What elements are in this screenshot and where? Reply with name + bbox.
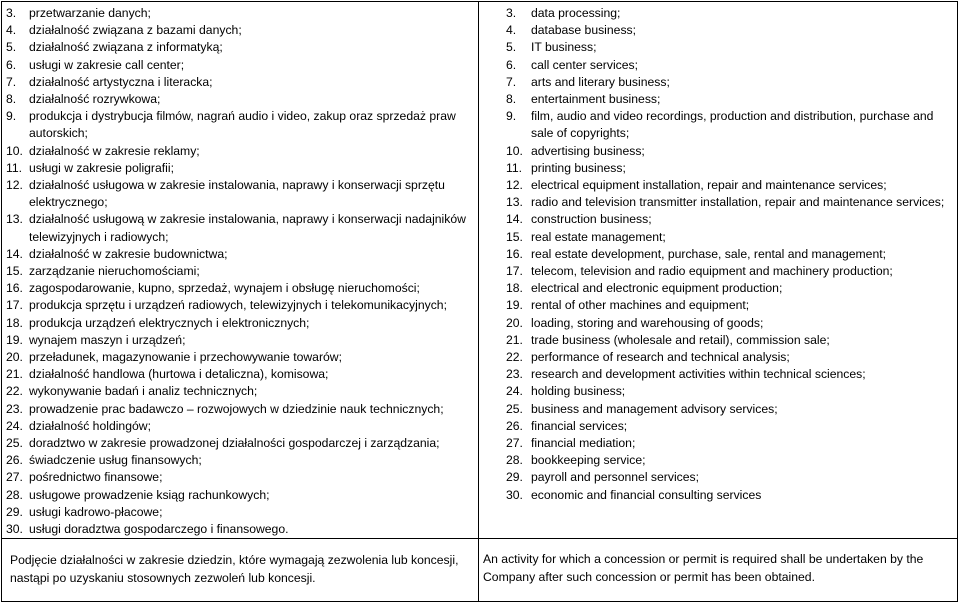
english-list-item — [506, 246, 953, 263]
item-text: działalność usługową w zakresie instalowania, naprawy i konserwacji nadajników telewizyjnych i radiowych; — [29, 212, 466, 244]
item-text: działalność handlowa (hurtowa i detaliczna), komisowa; — [29, 367, 329, 382]
item-text: research and development activities within technical sciences; — [531, 367, 866, 382]
polish-activity-list — [2, 2, 478, 538]
item-number: 22. — [6, 384, 23, 399]
item-text: produkcja sprzętu i urządzeń radiowych, telewizyjnych i telekomunikacyjnych; — [29, 298, 447, 313]
item-number: 10. — [6, 143, 23, 158]
item-text: wykonywanie badań i analiz technicznych; — [29, 384, 258, 399]
item-number: 17. — [6, 298, 23, 313]
english-list-item — [506, 418, 953, 435]
item-text: bookkeeping service; — [531, 453, 646, 468]
polish-list-cell — [2, 2, 479, 539]
item-number: 13. — [506, 195, 523, 210]
item-number: 16. — [506, 246, 523, 261]
item-number: 23. — [6, 401, 23, 416]
item-text: loading, storing and warehousing of goods; — [531, 315, 764, 330]
item-number: 24. — [506, 384, 523, 399]
english-list-item — [506, 57, 953, 74]
english-list-item — [506, 332, 953, 349]
polish-list-item — [6, 108, 474, 142]
item-number: 9. — [506, 109, 517, 124]
item-number: 4. — [506, 23, 517, 38]
polish-list-item — [6, 452, 474, 469]
item-number: 7. — [6, 74, 17, 89]
english-list-item — [506, 74, 953, 91]
item-text: prowadzenie prac badawczo – rozwojowych w dziedzinie nauk technicznych; — [29, 401, 444, 416]
item-number: 12. — [6, 178, 23, 193]
item-text: działalność w zakresie budownictwa; — [29, 246, 228, 261]
english-note: An activity for which a concession or permit is required shall be undertaken by the Company after such concession or permit has been obtained. — [483, 552, 924, 584]
item-number: 26. — [506, 418, 523, 433]
item-text: arts and literary business; — [531, 74, 670, 89]
english-list-item — [506, 469, 953, 486]
english-list-item — [506, 487, 953, 504]
polish-list-item — [6, 91, 474, 108]
polish-list-item — [6, 143, 474, 160]
item-number: 29. — [506, 470, 523, 485]
item-text: usługi kadrowo-płacowe; — [29, 504, 163, 519]
polish-list-item — [6, 5, 474, 22]
item-number: 15. — [6, 264, 23, 279]
item-number: 11. — [506, 160, 523, 175]
bilingual-document-table — [1, 1, 958, 602]
item-number: 21. — [6, 367, 23, 382]
item-text: działalność związana z informatyką; — [29, 40, 223, 55]
polish-list-item — [6, 315, 474, 332]
english-list-item — [506, 297, 953, 314]
item-number: 30. — [6, 522, 23, 537]
english-list-item — [506, 229, 953, 246]
polish-list-item — [6, 469, 474, 486]
polish-list-item — [6, 504, 474, 521]
polish-list-item — [6, 418, 474, 435]
item-text: financial services; — [531, 418, 628, 433]
polish-list-item — [6, 349, 474, 366]
english-list-item — [506, 349, 953, 366]
item-number: 17. — [506, 264, 523, 279]
item-text: real estate development, purchase, sale, rental and management; — [531, 246, 887, 261]
english-list-item — [506, 177, 953, 194]
item-text: świadczenie usług finansowych; — [29, 453, 202, 468]
item-number: 27. — [506, 436, 523, 451]
polish-list-item — [6, 246, 474, 263]
item-number: 13. — [6, 212, 23, 227]
english-list-item — [506, 435, 953, 452]
item-text: holding business; — [531, 384, 626, 399]
english-list-item — [506, 5, 953, 22]
english-list-item — [506, 160, 953, 177]
polish-list-item — [6, 74, 474, 91]
item-text: przeładunek, magazynowanie i przechowywanie towarów; — [29, 350, 342, 365]
item-number: 29. — [6, 504, 23, 519]
polish-list-item — [6, 366, 474, 383]
item-text: payroll and personnel services; — [531, 470, 700, 485]
polish-list-item — [6, 487, 474, 504]
polish-list-item — [6, 160, 474, 177]
item-text: call center services; — [531, 57, 639, 72]
item-text: business and management advisory services; — [531, 401, 778, 416]
item-number: 9. — [6, 109, 17, 124]
item-number: 3. — [506, 6, 517, 20]
item-number: 20. — [506, 315, 523, 330]
item-number: 20. — [6, 350, 23, 365]
item-text: performance of research and technical analysis; — [531, 350, 790, 365]
item-number: 19. — [6, 332, 23, 347]
item-text: telecom, television and radio equipment and machinery production; — [531, 264, 893, 279]
english-list-item — [506, 143, 953, 160]
item-number: 3. — [6, 6, 17, 20]
item-text: construction business; — [531, 212, 652, 227]
item-number: 12. — [506, 178, 523, 193]
item-number: 8. — [506, 92, 517, 107]
item-number: 28. — [506, 453, 523, 468]
item-text: produkcja urządzeń elektrycznych i elektronicznych; — [29, 315, 310, 330]
item-text: printing business; — [531, 160, 626, 175]
item-number: 5. — [6, 40, 17, 55]
item-text: usługi w zakresie call center; — [29, 57, 185, 72]
note-row — [2, 539, 958, 602]
item-text: doradztwo w zakresie prowadzonej działalności gospodarczej i zarządzania; — [29, 436, 440, 451]
polish-note: Podjęcie działalności w zakresie dziedzin, które wymagają zezwolenia lub koncesji, nastąpi po uzyskaniu stosownych zezwoleń lub koncesji. — [10, 553, 459, 585]
english-list-item — [506, 315, 953, 332]
english-list-item — [506, 211, 953, 228]
item-number: 14. — [6, 246, 23, 261]
polish-list-item — [6, 383, 474, 400]
item-text: entertainment business; — [531, 92, 661, 107]
item-text: economic and financial consulting services — [531, 487, 762, 502]
item-number: 27. — [6, 470, 23, 485]
item-text: wynajem maszyn i urządzeń; — [29, 332, 186, 347]
item-text: zagospodarowanie, kupno, sprzedaż, wynajem i obsługę nieruchomości; — [29, 281, 420, 296]
polish-list-item — [6, 22, 474, 39]
item-number: 24. — [6, 418, 23, 433]
item-number: 10. — [506, 143, 523, 158]
english-list-item — [506, 39, 953, 56]
english-list-item — [506, 22, 953, 39]
item-text: działalność w zakresie reklamy; — [29, 143, 200, 158]
polish-list-item — [6, 177, 474, 211]
polish-list-item — [6, 521, 474, 538]
english-list-item — [506, 263, 953, 280]
item-text: radio and television transmitter installation, repair and maintenance services; — [531, 195, 945, 210]
polish-list-item — [6, 280, 474, 297]
english-activity-list — [479, 2, 957, 504]
polish-list-item — [6, 211, 474, 245]
english-list-item — [506, 280, 953, 297]
polish-list-item — [6, 39, 474, 56]
item-number: 30. — [506, 487, 523, 502]
item-number: 14. — [506, 212, 523, 227]
list-row — [2, 2, 958, 539]
english-list-item — [506, 194, 953, 211]
item-text: database business; — [531, 23, 637, 38]
item-text: produkcja i dystrybucja filmów, nagrań audio i video, zakup oraz sprzedaż praw autorskich; — [29, 109, 456, 141]
item-number: 6. — [6, 57, 17, 72]
item-text: działalność holdingów; — [29, 418, 151, 433]
english-list-item — [506, 108, 953, 142]
item-text: electrical equipment installation, repair and maintenance services; — [531, 178, 887, 193]
item-text: działalność związana z bazami danych; — [29, 23, 242, 38]
english-list-item — [506, 366, 953, 383]
item-text: data processing; — [531, 6, 621, 20]
item-text: usługi w zakresie poligrafii; — [29, 160, 174, 175]
item-text: real estate management; — [531, 229, 666, 244]
item-number: 15. — [506, 229, 523, 244]
english-list-item — [506, 452, 953, 469]
item-text: przetwarzanie danych; — [29, 6, 151, 20]
polish-note-cell — [2, 539, 479, 602]
item-number: 19. — [506, 298, 523, 313]
item-text: IT business; — [531, 40, 597, 55]
item-text: zarządzanie nieruchomościami; — [29, 264, 200, 279]
item-text: pośrednictwo finansowe; — [29, 470, 163, 485]
item-number: 7. — [506, 74, 517, 89]
item-number: 26. — [6, 453, 23, 468]
item-number: 16. — [6, 281, 23, 296]
item-number: 4. — [6, 23, 17, 38]
item-text: rental of other machines and equipment; — [531, 298, 750, 313]
polish-list-item — [6, 297, 474, 314]
item-number: 22. — [506, 350, 523, 365]
item-number: 18. — [6, 315, 23, 330]
item-text: financial mediation; — [531, 436, 636, 451]
item-text: usługowe prowadzenie ksiąg rachunkowych; — [29, 487, 270, 502]
item-number: 8. — [6, 92, 17, 107]
polish-list-item — [6, 263, 474, 280]
item-text: film, audio and video recordings, production and distribution, purchase and sale of copyrights; — [531, 109, 934, 141]
english-list-cell — [479, 2, 958, 539]
polish-list-item — [6, 332, 474, 349]
item-number: 23. — [506, 367, 523, 382]
polish-list-item — [6, 57, 474, 74]
polish-list-item — [6, 401, 474, 418]
item-number: 11. — [6, 160, 23, 175]
polish-list-item — [6, 435, 474, 452]
item-text: działalność usługowa w zakresie instalowania, naprawy i konserwacji sprzętu elektrycznego; — [29, 178, 445, 210]
item-number: 28. — [6, 487, 23, 502]
item-text: działalność rozrywkowa; — [29, 92, 161, 107]
english-list-item — [506, 401, 953, 418]
item-number: 21. — [506, 332, 523, 347]
english-note-cell — [479, 539, 958, 602]
item-number: 25. — [506, 401, 523, 416]
item-number: 18. — [506, 281, 523, 296]
item-text: electrical and electronic equipment production; — [531, 281, 783, 296]
item-number: 5. — [506, 40, 517, 55]
item-text: działalność artystyczna i literacka; — [29, 74, 213, 89]
item-text: trade business (wholesale and retail), commission sale; — [531, 332, 830, 347]
item-number: 25. — [6, 436, 23, 451]
item-text: advertising business; — [531, 143, 645, 158]
item-number: 6. — [506, 57, 517, 72]
item-text: usługi doradztwa gospodarczego i finansowego. — [29, 522, 289, 537]
english-list-item — [506, 91, 953, 108]
english-list-item — [506, 383, 953, 400]
